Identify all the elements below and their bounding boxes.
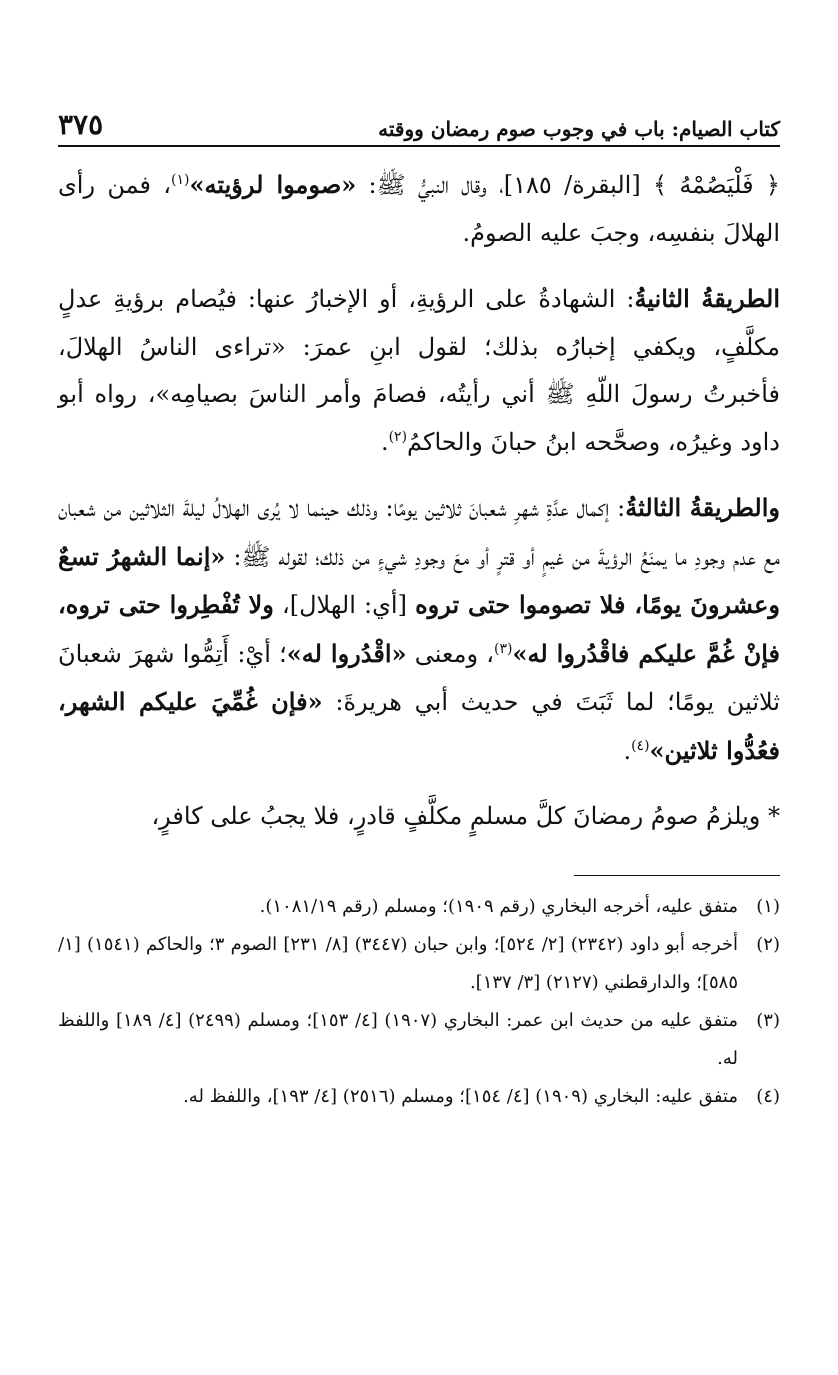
footnote-text: متفق عليه، أخرجه البخاري (رقم ١٩٠٩)؛ ومسلم (رقم ١٠٨١/١٩). [259, 895, 738, 917]
footnote-separator [574, 875, 780, 876]
footnote-1 [58, 888, 780, 926]
section-heading-third-method: والطريقةُ الثالثةُ [625, 493, 780, 522]
text-run: ، فمن رأى الهلالَ بنفسِه، وجبَ عليه الصومُ. [58, 171, 780, 247]
text-run: ، ومعنى [406, 639, 495, 668]
text-run: ﴿ فَلْيَصُمْهُ ﴾ [البقرة/ ١٨٥]، وقال النبيُّ ﷺ: [356, 171, 780, 199]
paragraph-1 [58, 161, 780, 257]
footnote-ref-4: (٤) [631, 737, 650, 754]
paragraph-3 [58, 484, 780, 775]
header-title: كتاب الصيام: باب في وجوب صوم رمضان ووقته [378, 117, 780, 141]
text-run: ؛ أيْ: أَتِمُّوا شهرَ شعبانَ ثلاثين يومًا؛ لما ثَبَتَ في حديث أبي هريرةَ: [58, 639, 780, 716]
footnote-3 [58, 1002, 780, 1078]
text-run: [أي: الهلال]، [273, 591, 416, 619]
footnote-ref-1: (١) [171, 172, 190, 188]
footnote-text: متفق عليه: البخاري (١٩٠٩) [٤/ ١٥٤]؛ ومسلم (٢٥١٦) [٤/ ١٩٣]، واللفظ له. [183, 1085, 738, 1107]
hadith-quote: «صوموا لرؤيته» [189, 170, 357, 199]
hadith-quote: ولا تُفْطِروا حتى تروه، فإنْ غُمَّ عليكم فاقْدُروا له» [58, 590, 780, 668]
section-heading-second-method: الطريقةُ الثانيةُ [634, 284, 780, 313]
main-text [58, 161, 780, 841]
hadith-quote: «إنما الشهرُ تسعٌ وعشرونَ يومًا، فلا تصوموا حتى تروه [58, 541, 781, 619]
footnote-number: (١) [756, 895, 780, 917]
text-run: : الشهادةُ على الرؤيةِ، أو الإخبارُ عنها: فيُصام برؤيةِ عدلٍ مكلَّفٍ، ويكفي إخبارُه بذلك؛ لقول ابنِ عمرَ: «تراءى الناسُ الهلالَ، فأخبرتُ رسولَ اللّهِ ﷺ أني رأيتُه، فصامَ وأمر الناسَ بصيامِه»، رواه أبو داود وغيرُه، وصحَّحه ابنُ حبانَ والحاكمُ [58, 285, 780, 456]
text-run: . [623, 736, 632, 765]
footnotes [58, 888, 780, 1116]
text-run: . [380, 427, 389, 456]
paragraph-2 [58, 275, 780, 466]
footnote-ref-2: (٢) [388, 428, 408, 445]
footnote-4 [58, 1078, 780, 1116]
footnote-text: أخرجه أبو داود (٢٣٤٢) [٢/ ٥٢٤]؛ وابن حبان (٣٤٤٧) [٨/ ٢٣١] الصوم ٣؛ والحاكم (١٥٤١) [١/ ٥٨٥]؛ والدارقطني (٢١٢٧) [٣/ ١٣٧]. [58, 933, 738, 993]
hadith-quote: «فإن غُمِّيَ عليكم الشهر، فعُدُّوا ثلاثين» [58, 687, 780, 765]
text-run: : إكمال عدَّةِ شهرِ شعبانَ ثلاثين يومًا: وذلك حينما لا يُرى الهلالُ ليلةَ الثلاثين من شعبان مع عدم وجودِ ما يمنَعُ الرؤيةَ من غيمٍ أو قترٍ أو معَ وجودِ شيءٍ من ذلك؛ لقوله ﷺ: [58, 494, 780, 571]
footnote-number: (٤) [756, 1085, 780, 1107]
page-number: ٣٧٥ [58, 108, 104, 141]
footnote-number: (٣) [756, 1009, 780, 1031]
footnote-2 [58, 926, 780, 1002]
hadith-quote: «اقْدُروا له» [286, 638, 407, 668]
footnote-text: متفق عليه من حديث ابن عمر: البخاري (١٩٠٧) [٤/ ١٥٣]؛ ومسلم (٢٤٩٩) [٤/ ١٨٩] واللفظ له. [58, 1009, 738, 1069]
paragraph-4: * ويلزمُ صومُ رمضانَ كلَّ مسلمٍ مكلَّفٍ قادرٍ، فلا يجبُ على كافرٍ، [151, 802, 780, 830]
running-header [58, 108, 780, 147]
footnote-ref-3: (٣) [494, 640, 513, 657]
footnote-number: (٢) [756, 933, 780, 955]
